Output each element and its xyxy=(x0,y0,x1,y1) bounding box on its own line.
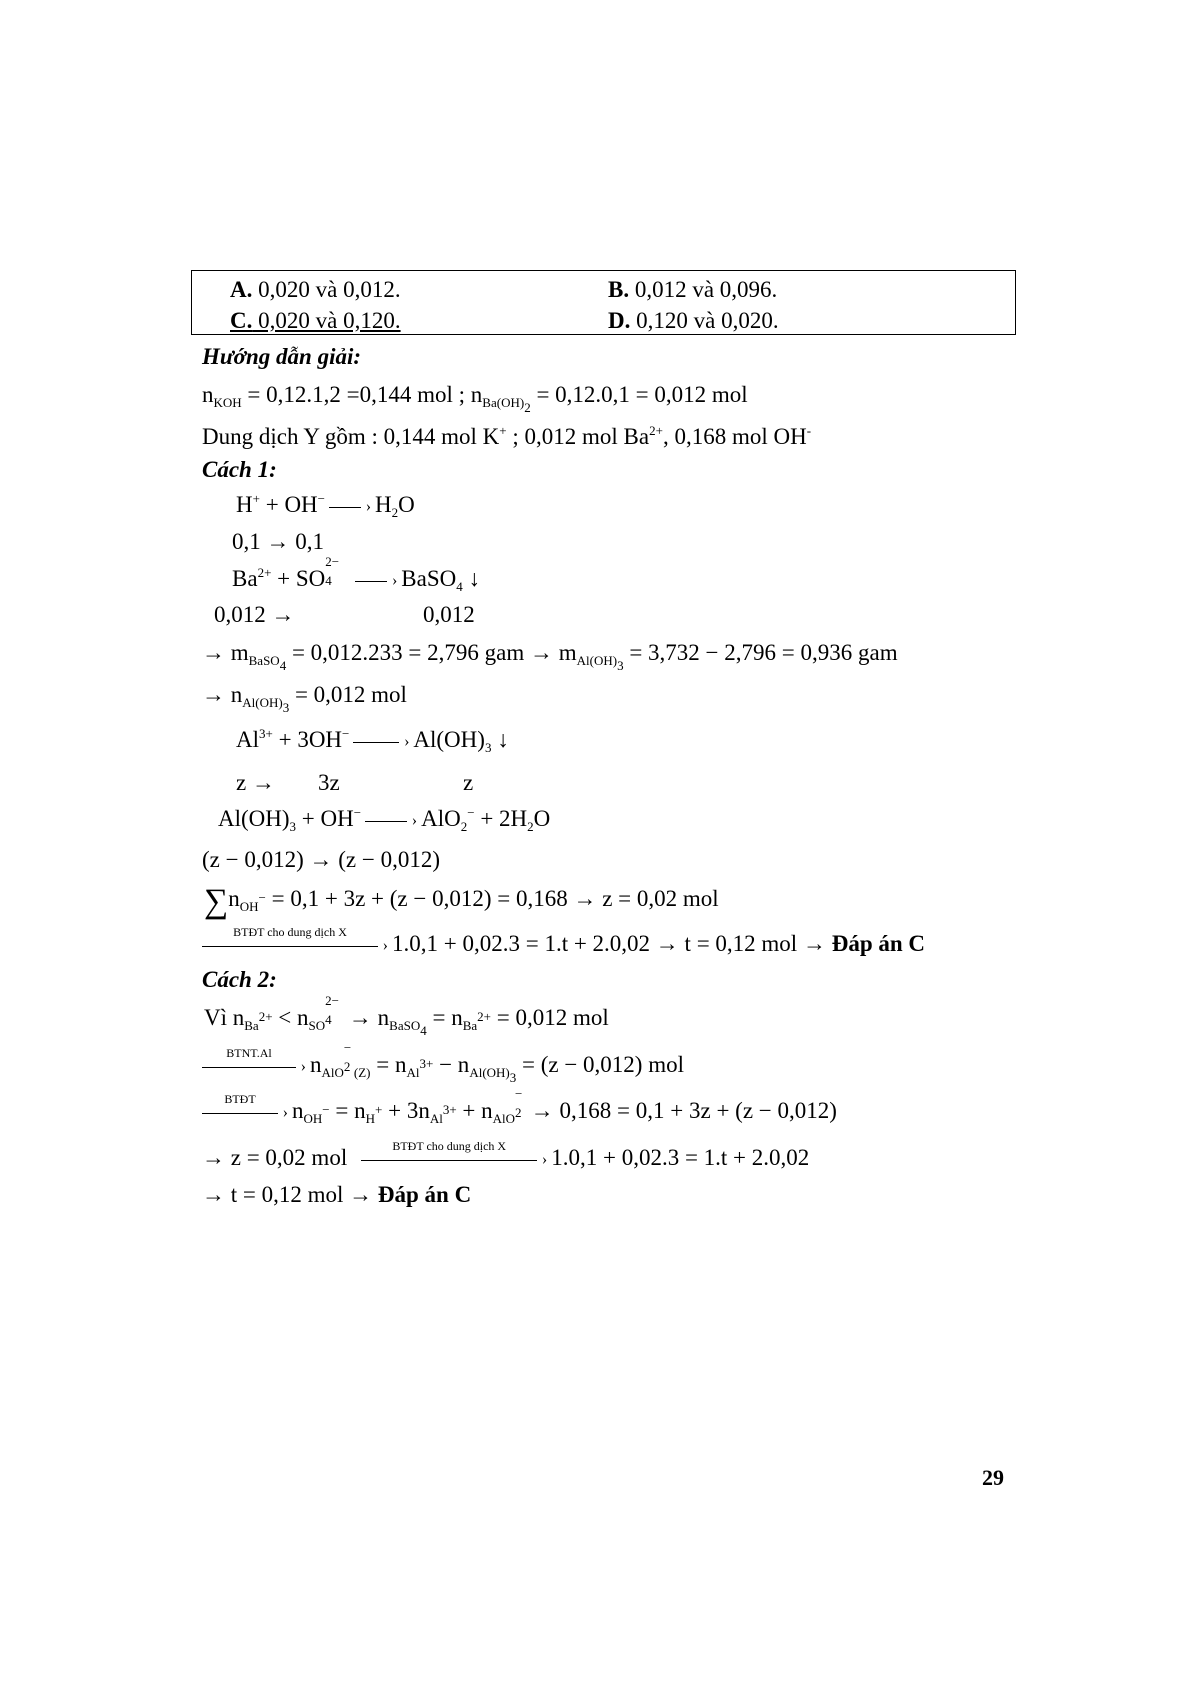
method-2-line-4: → z = 0,02 mol BTĐT cho dung dịch X › 1.0,1 + 0,02.3 = 1.t + 2.0,02 xyxy=(202,1138,810,1170)
moles-line: $n_{KOH} = 0,12.1,2 =0,144$ mol ; $n_{Ba(OH)_2} = 0,12.0,1 = 0,012$ mol xyxy=(202,382,748,415)
labeled-arrow: BTĐT › xyxy=(202,1106,288,1120)
equation-al-oh-amount-3: z xyxy=(463,770,474,795)
solution-y-line: Dung dịch Y gồm : 0,144 mol K+ ; 0,012 mol $Ba^{2+}$, 0,168 mol OH- xyxy=(202,423,812,449)
reaction-arrow: › xyxy=(353,735,409,749)
sum-oh-line: $\sum n_{OH^-} = 0,1 + 3z + (z - 0,012) = 0,168 \to z = 0,02$ mol xyxy=(204,883,719,920)
method-2-heading: Cách 2: xyxy=(202,967,277,992)
labeled-arrow: BTĐT cho dung dịch X › xyxy=(361,1153,547,1167)
method-1-heading: Cách 1: xyxy=(202,457,277,482)
n-aloh3-line: → $n_{Al(OH)_3} = 0,012$ mol xyxy=(202,682,407,715)
mass-line: → $m_{BaSO_4} = 0,012.233 = 2,796$ gam → $m_{Al(OH)_3} = 3,732 - 2,796 = 0,936$ gam xyxy=(202,640,898,673)
option-a: A. 0,020 và 0,012. xyxy=(230,277,401,302)
method-2-line-3: BTĐT › $n_{OH^-} = n_{H^+} + 3n_{Al^{3+}} + n_{AlO}$ − 2 → 0,168 = 0,1 + 3z + (z − 0,012) xyxy=(202,1098,837,1122)
page-number: 29 xyxy=(982,1465,1004,1490)
equation-ba-so4-amount-left: 0,012 → xyxy=(214,602,295,627)
guide-heading: Hướng dẫn giải: xyxy=(202,344,362,369)
option-b: B. 0,012 và 0,096. xyxy=(608,277,778,302)
reaction-arrow: › xyxy=(365,814,417,828)
equation-al-oh-amount-2: 3z xyxy=(318,770,340,795)
labeled-arrow: BTNT.Al › xyxy=(202,1060,306,1074)
equation-h-oh: H+ + OH− › $H_2O$ xyxy=(236,491,415,520)
equation-ba-so4-amount-right: 0,012 xyxy=(423,602,475,627)
equation-al-oh-amount-1: z → xyxy=(236,770,275,795)
option-d: D. 0,120 và 0,020. xyxy=(608,308,779,333)
charge-balance-line-1: BTĐT cho dung dịch X › 1.0,1 + 0,02.3 = 1.t + 2.0,02 → t = 0,12 mol → Đáp án C xyxy=(202,932,925,955)
method-2-line-1: Vì $n_{Ba^{2+}} < n_{SO}$ 2− 4 → $n_{BaSO_4} = n_{Ba^{2+}} = 0,012$ mol xyxy=(204,993,609,1038)
equation-al-oh: $Al^{3+} + 3OH^-$ › $Al(OH)_3$ ↓ xyxy=(236,726,509,755)
method-2-line-5: → t = 0,12 mol → Đáp án C xyxy=(202,1182,472,1207)
answer-label: Đáp án C xyxy=(377,1182,472,1207)
labeled-arrow: BTĐT cho dung dịch X › xyxy=(202,939,388,953)
reaction-arrow: › xyxy=(355,574,397,588)
equation-h-oh-amounts: 0,1 → 0,1 xyxy=(232,529,324,554)
option-c: C. 0,020 và 0,120. xyxy=(230,308,401,333)
answer-label: Đáp án C xyxy=(831,931,926,956)
reaction-arrow: › xyxy=(329,500,371,514)
answer-options-box xyxy=(191,270,1016,335)
method-2-line-2: BTNT.Al › $n_{AlO}$ − 2 $_{(Z)} = n_{Al^{3+}} - n_{Al(OH)_3} = (z - 0,012)$ mol xyxy=(202,1052,684,1078)
equation-ba-so4: $Ba^{2+}$ + SO 2− 4 › BaSO$_4$ ↓ xyxy=(232,554,480,594)
equation-aloh3-oh-amounts: (z − 0,012) → (z − 0,012) xyxy=(202,847,440,872)
equation-aloh3-oh: $Al(OH)_3 + OH^-$ › $AlO_2^- + 2H_2O$ xyxy=(218,805,551,834)
